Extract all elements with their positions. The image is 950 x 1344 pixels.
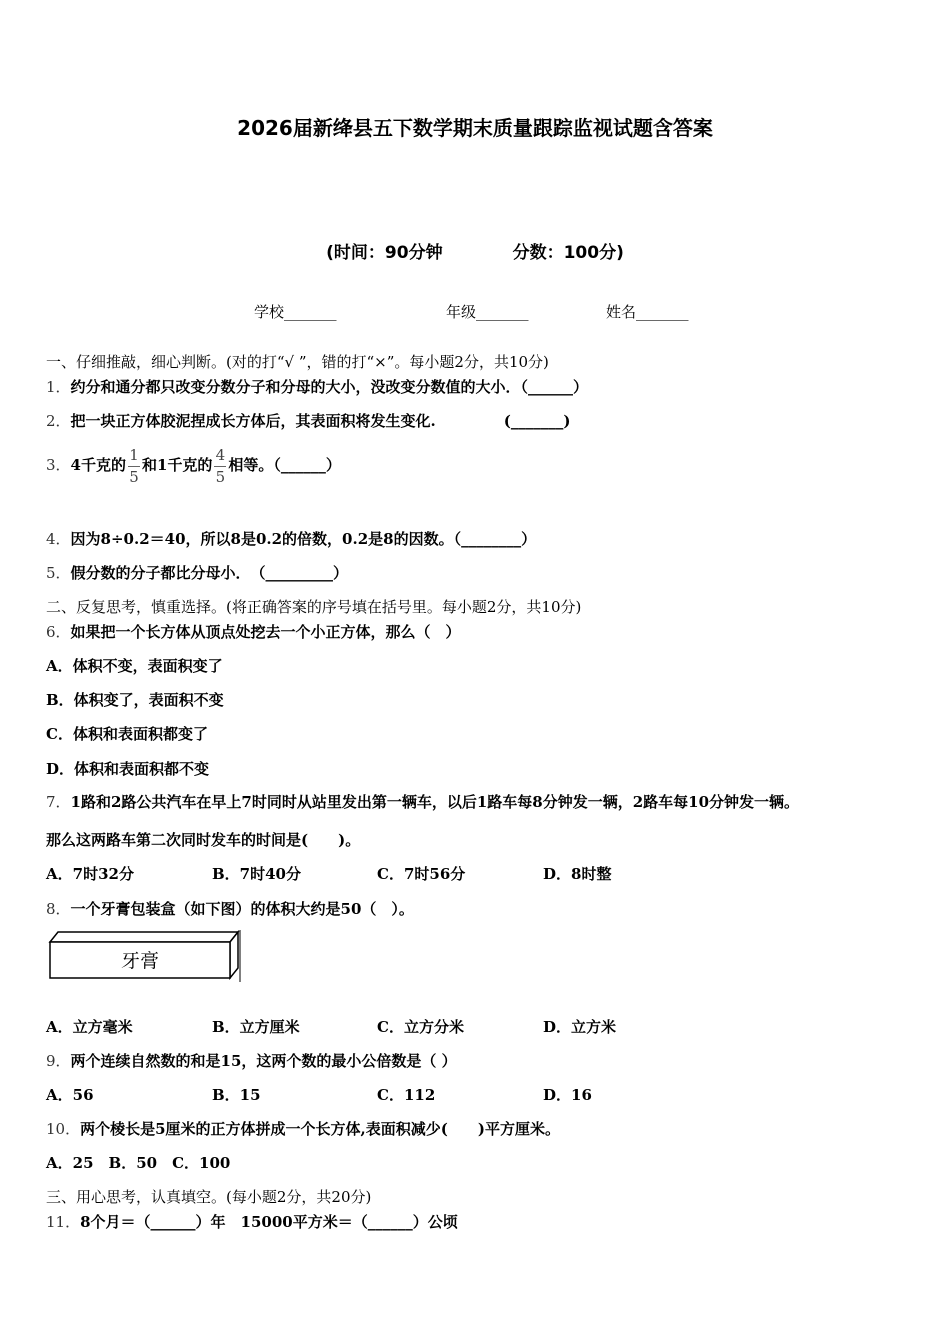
denominator: 5: [215, 468, 226, 486]
question-text: 因为8÷0.2＝40，所以8是0.2的倍数，0.2是8的因数。（________）: [70, 530, 537, 548]
section-heading-3: 三、用心思考，认真填空。(每小题2分，共20分): [46, 1188, 372, 1206]
question-text: 两个连续自然数的和是15，这两个数的最小公倍数是（ ）: [70, 1052, 457, 1070]
question-6: [46, 621, 461, 642]
answer-blank: (_______): [503, 412, 571, 430]
numerator: 4: [215, 446, 226, 464]
toothpaste-box-figure: [46, 928, 242, 984]
option-a: A．7时32分: [46, 865, 134, 883]
question-number: 7．: [46, 793, 71, 811]
question-8: [46, 898, 414, 919]
score-label: 分数：100分): [512, 243, 624, 263]
question-text-b: 和1千克的: [141, 456, 213, 474]
option-b: B．体积变了，表面积不变: [46, 691, 224, 709]
option-c: C．体积和表面积都变了: [46, 725, 208, 743]
school-field: 学校_______: [254, 303, 337, 321]
option-b: B．15: [212, 1086, 261, 1104]
question-7-continued: 那么这两路车第二次同时发车的时间是( )。: [46, 831, 361, 849]
option-d: D．立方米: [543, 1018, 617, 1036]
page-title: 2026届新绛县五下数学期末质量跟踪监视试题含答案: [237, 116, 713, 140]
exam-time-score: [0, 238, 950, 263]
question-number: 1．: [46, 378, 71, 396]
question-5: [46, 562, 348, 583]
question-9: [46, 1050, 457, 1071]
question-2: [46, 410, 570, 431]
question-10: [46, 1118, 560, 1139]
question-3: [46, 446, 341, 486]
options-line: A．25 B．50 C．100: [46, 1154, 231, 1172]
fraction-four-fifths: [214, 446, 226, 486]
question-number: 3．: [46, 456, 71, 474]
question-4: [46, 528, 536, 549]
question-text: 两个棱长是5厘米的正方体拼成一个长方体,表面积减少( )平方厘米。: [80, 1120, 560, 1138]
name-field: 姓名_______: [606, 303, 689, 321]
question-number: 6．: [46, 623, 71, 641]
grade-field: 年级_______: [446, 303, 529, 321]
question-text-c: 相等。（______）: [228, 456, 341, 474]
question-number: 9．: [46, 1052, 71, 1070]
option-d: D．8时整: [543, 865, 612, 883]
section-heading-1: 一、仔细推敲，细心判断。(对的打“√ ”，错的打“×”。每小题2分，共10分): [46, 353, 549, 371]
option-b: B．7时40分: [212, 865, 301, 883]
option-c: C．7时56分: [377, 865, 466, 883]
question-text: 如果把一个长方体从顶点处挖去一个小正方体，那么（ ）: [70, 623, 461, 641]
option-d: D．16: [543, 1086, 592, 1104]
question-number: 2．: [46, 412, 71, 430]
question-number: 10．: [46, 1120, 81, 1138]
question-text: 8个月＝（______）年 15000平方米＝（______）公顷: [80, 1213, 458, 1231]
option-a: A．立方毫米: [46, 1018, 133, 1036]
question-text-a: 4千克的: [70, 456, 126, 474]
numerator: 1: [129, 446, 139, 464]
question-text: 一个牙膏包装盒（如下图）的体积大约是50（ ）。: [70, 900, 414, 918]
question-1: [46, 376, 588, 397]
question-number: 11．: [46, 1213, 81, 1231]
option-c: C．立方分米: [377, 1018, 464, 1036]
option-a: A．体积不变，表面积变了: [46, 657, 223, 675]
section-heading-2: 二、反复思考，慎重选择。(将正确答案的序号填在括号里。每小题2分，共10分): [46, 598, 582, 616]
question-number: 8．: [46, 900, 71, 918]
box-label: 牙膏: [120, 950, 160, 972]
question-number: 5．: [46, 564, 71, 582]
denominator: 5: [129, 468, 139, 486]
time-label: (时间：90分钟: [326, 243, 443, 263]
option-a: A．56: [46, 1086, 94, 1104]
question-number: 4．: [46, 530, 71, 548]
question-11: [46, 1211, 458, 1232]
question-text: 约分和通分都只改变分数分子和分母的大小，没改变分数值的大小．（______）: [70, 378, 589, 396]
option-c: C．112: [377, 1086, 436, 1104]
option-d: D．体积和表面积都不变: [46, 760, 210, 778]
option-b: B．立方厘米: [212, 1018, 300, 1036]
question-text: 1路和2路公共汽车在早上7时同时从站里发出第一辆车，以后1路车每8分钟发一辆，2路车每10分钟发一辆。: [70, 793, 800, 811]
question-text: 把一块正方体胶泥捏成长方体后，其表面积将发生变化.: [70, 412, 436, 430]
question-text: 假分数的分子都比分母小． （_________）: [70, 564, 349, 582]
fraction-one-fifth: [128, 446, 140, 486]
question-7: [46, 791, 799, 812]
